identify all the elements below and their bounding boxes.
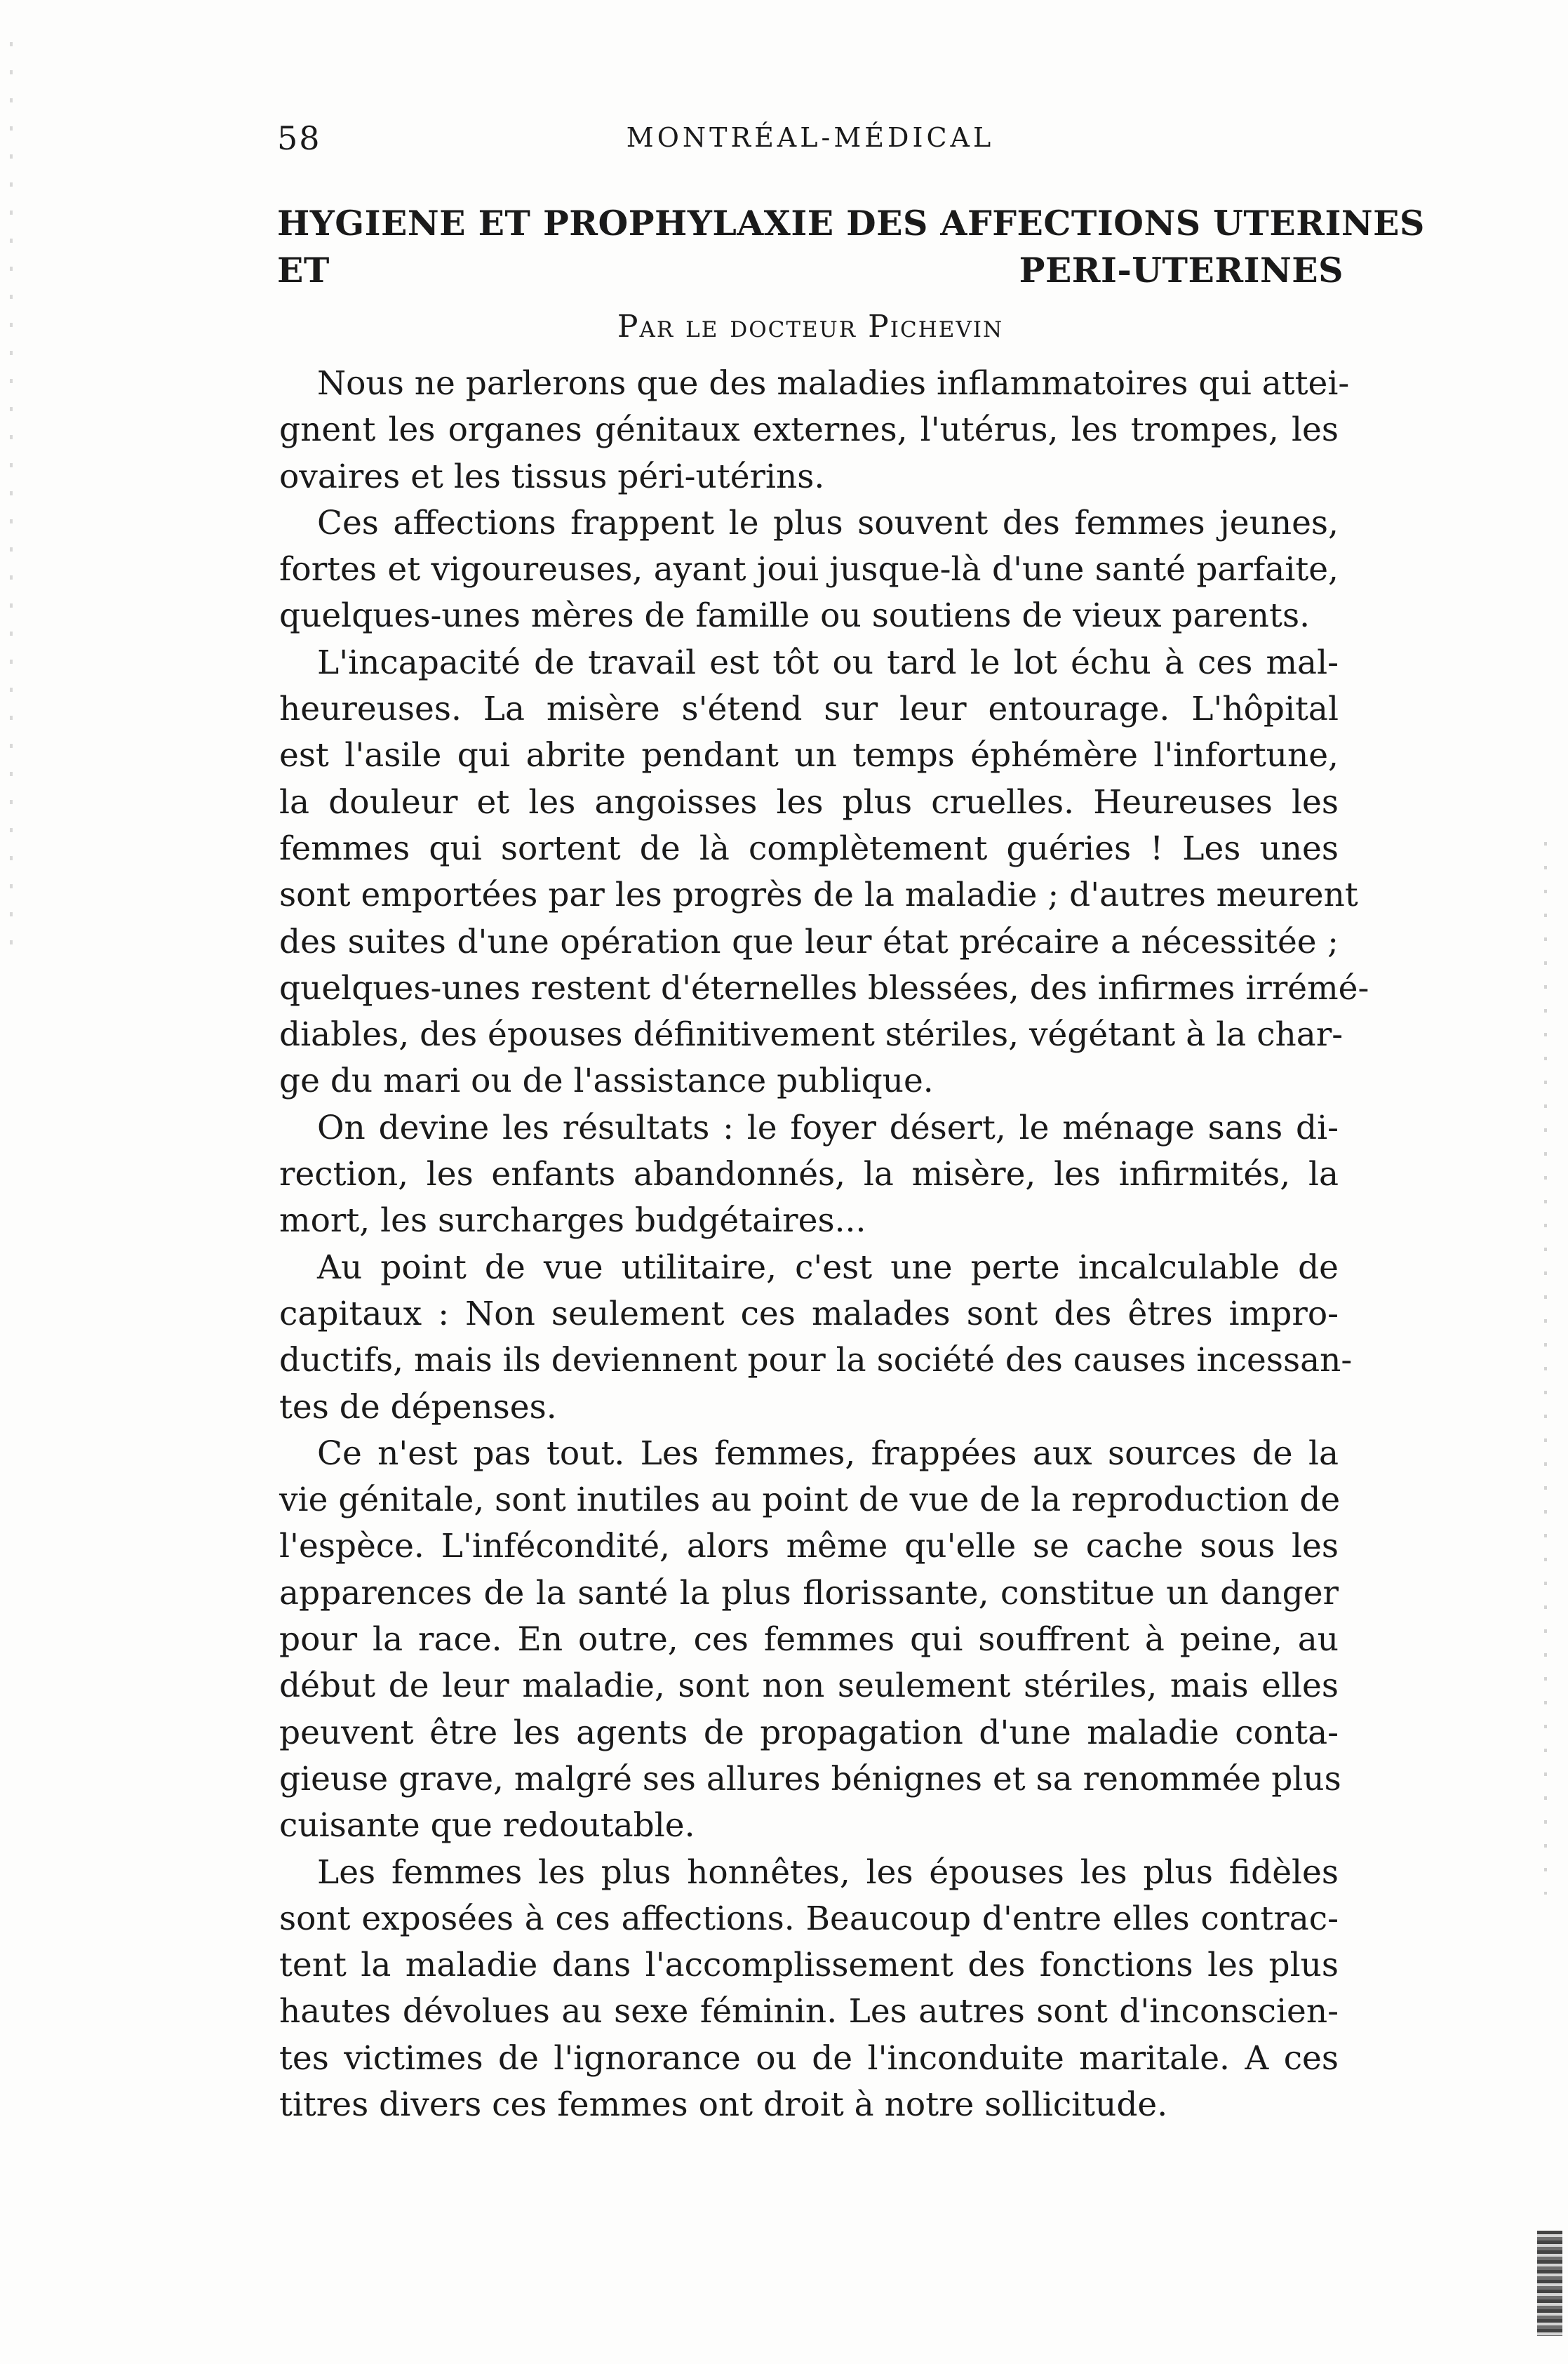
text-line: femmes qui sortent de là complètement guéries ! Les unes [279, 829, 1339, 868]
article-title-line-1: HYGIENE ET PROPHYLAXIE DES AFFECTIONS UTERINES [277, 203, 1425, 243]
scan-edge-right [1544, 842, 1547, 1895]
text-line: titres divers ces femmes ont droit à notre sollicitude. [279, 2085, 1168, 2124]
text-line: Ce n'est pas tout. Les femmes, frappées aux sources de la [317, 1434, 1339, 1473]
text-line: est l'asile qui abrite pendant un temps éphémère l'infortune, [279, 736, 1339, 775]
text-line: cuisante que redoutable. [279, 1806, 695, 1845]
text-line: ge du mari ou de l'assistance publique. [279, 1062, 934, 1101]
text-line: début de leur maladie, sont non seulement stériles, mais elles [279, 1667, 1339, 1706]
text-line: ovaires et les tissus péri-utérins. [279, 457, 825, 496]
paragraph [279, 640, 1369, 1105]
paragraph [279, 500, 1339, 640]
scan-edge-left [10, 42, 13, 968]
text-line: pour la race. En outre, ces femmes qui souffrent à peine, au [279, 1620, 1339, 1660]
text-line: fortes et vigoureuses, ayant joui jusque-là d'une santé parfaite, [279, 550, 1339, 589]
text-line: ductifs, mais ils deviennent pour la société des causes incessan- [279, 1341, 1353, 1380]
text-line: L'incapacité de travail est tôt ou tard le lot échu à ces mal- [317, 643, 1339, 682]
text-line: On devine les résultats : le foyer désert, le ménage sans di- [317, 1108, 1339, 1147]
text-line: tent la maladie dans l'accomplissement des fonctions les plus [279, 1946, 1339, 1985]
text-line: hautes dévolues au sexe féminin. Les autres sont d'inconscien- [279, 1992, 1339, 2031]
paragraph [279, 1850, 1339, 2129]
text-line: apparences de la santé la plus florissante, constitue un danger [279, 1573, 1339, 1612]
text-line: diables, des épouses définitivement stériles, végétant à la char- [279, 1015, 1343, 1055]
article-title [277, 200, 1425, 294]
text-line: heureuses. La misère s'étend sur leur entourage. L'hôpital [279, 690, 1339, 729]
text-line: vie génitale, sont inutiles au point de vue de la reproduction de [279, 1481, 1341, 1520]
text-line: Les femmes les plus honnêtes, les épouses les plus fidèles [317, 1852, 1339, 1892]
page-header [277, 119, 1343, 168]
paragraph [279, 1105, 1339, 1245]
article-body [279, 361, 1369, 2128]
text-line: rection, les enfants abandonnés, la misère, les infirmités, la [279, 1155, 1339, 1194]
article-title-line-2: ET PERI-UTERINES [277, 250, 1343, 291]
text-line: gnent les organes génitaux externes, l'utérus, les trompes, les [279, 410, 1339, 450]
text-line: tes victimes de l'ignorance ou de l'inconduite maritale. A ces [279, 2038, 1339, 2078]
running-head: MONTRÉAL-MÉDICAL [626, 122, 995, 153]
text-line: Ces affections frappent le plus souvent des femmes jeunes, [317, 503, 1339, 542]
text-line: sont emportées par les progrès de la maladie ; d'autres meurent [279, 876, 1358, 915]
text-line: tes de dépenses. [279, 1387, 557, 1427]
text-line: quelques-unes restent d'éternelles blessées, des infirmes irrémé- [279, 968, 1369, 1008]
text-line: capitaux : Non seulement ces malades sont des êtres impro- [279, 1294, 1339, 1333]
page-number: 58 [277, 119, 321, 157]
text-line: des suites d'une opération que leur état précaire a nécessitée ; [279, 922, 1339, 961]
paragraph [279, 1245, 1353, 1431]
scan-edge-mark [1537, 2231, 1562, 2336]
paragraph [279, 1431, 1339, 1850]
text-line: Nous ne parlerons que des maladies inflammatoires qui attei- [317, 364, 1350, 403]
article-byline: Par le docteur Pichevin [617, 309, 1004, 345]
paragraph [279, 361, 1350, 500]
text-line: peuvent être les agents de propagation d'une maladie conta- [279, 1713, 1339, 1752]
text-line: sont exposées à ces affections. Beaucoup d'entre elles contrac- [279, 1899, 1339, 1938]
text-line: gieuse grave, malgré ses allures bénignes et sa renommée plus [279, 1759, 1341, 1798]
text-line: quelques-unes mères de famille ou soutiens de vieux parents. [279, 596, 1311, 636]
text-line: mort, les surcharges budgétaires... [279, 1201, 866, 1241]
text-line: Au point de vue utilitaire, c'est une perte incalculable de [317, 1248, 1339, 1287]
text-line: la douleur et les angoisses les plus cruelles. Heureuses les [279, 782, 1339, 822]
text-line: l'espèce. L'infécondité, alors même qu'elle se cache sous les [279, 1527, 1339, 1566]
